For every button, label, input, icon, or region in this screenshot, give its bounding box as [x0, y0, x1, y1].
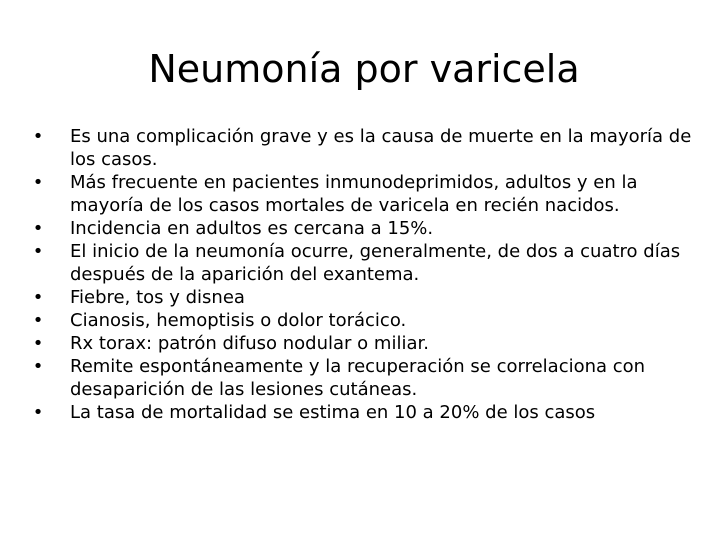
- bullet-dot-icon: •: [32, 402, 44, 423]
- bullet-text: Más frecuente en pacientes inmunodeprimidos, adultos y en la mayoría de los casos mortales de varicela en recién nacidos.: [70, 172, 638, 216]
- bullet-list: [28, 125, 698, 424]
- bullet-item: [28, 171, 698, 217]
- bullet-text: Incidencia en adultos es cercana a 15%.: [70, 218, 434, 239]
- bullet-dot-icon: •: [32, 172, 44, 193]
- bullet-dot-icon: •: [32, 287, 44, 308]
- bullet-text: Fiebre, tos y disnea: [70, 287, 245, 308]
- bullet-item: [28, 332, 698, 355]
- slide-title: Neumonía por varicela: [148, 47, 580, 91]
- bullet-item: [28, 309, 698, 332]
- bullet-item: [28, 217, 698, 240]
- bullet-dot-icon: •: [32, 126, 44, 147]
- bullet-item: [28, 355, 698, 401]
- bullet-dot-icon: •: [32, 218, 44, 239]
- bullet-item: [28, 125, 698, 171]
- bullet-item: [28, 240, 698, 286]
- bullet-text: Rx torax: patrón difuso nodular o miliar.: [70, 333, 429, 354]
- bullet-item: [28, 286, 698, 309]
- bullet-dot-icon: •: [32, 333, 44, 354]
- bullet-text: La tasa de mortalidad se estima en 10 a 20% de los casos: [70, 402, 596, 423]
- bullet-dot-icon: •: [32, 356, 44, 377]
- bullet-item: [28, 401, 698, 424]
- bullet-dot-icon: •: [32, 310, 44, 331]
- bullet-text: Remite espontáneamente y la recuperación se correlaciona con desaparición de las lesiones cutáneas.: [70, 356, 646, 400]
- bullet-dot-icon: •: [32, 241, 44, 262]
- bullet-text: Cianosis, hemoptisis o dolor torácico.: [70, 310, 407, 331]
- bullet-text: Es una complicación grave y es la causa de muerte en la mayoría de los casos.: [70, 126, 692, 170]
- bullet-text: El inicio de la neumonía ocurre, generalmente, de dos a cuatro días después de la aparición del exantema.: [70, 241, 681, 285]
